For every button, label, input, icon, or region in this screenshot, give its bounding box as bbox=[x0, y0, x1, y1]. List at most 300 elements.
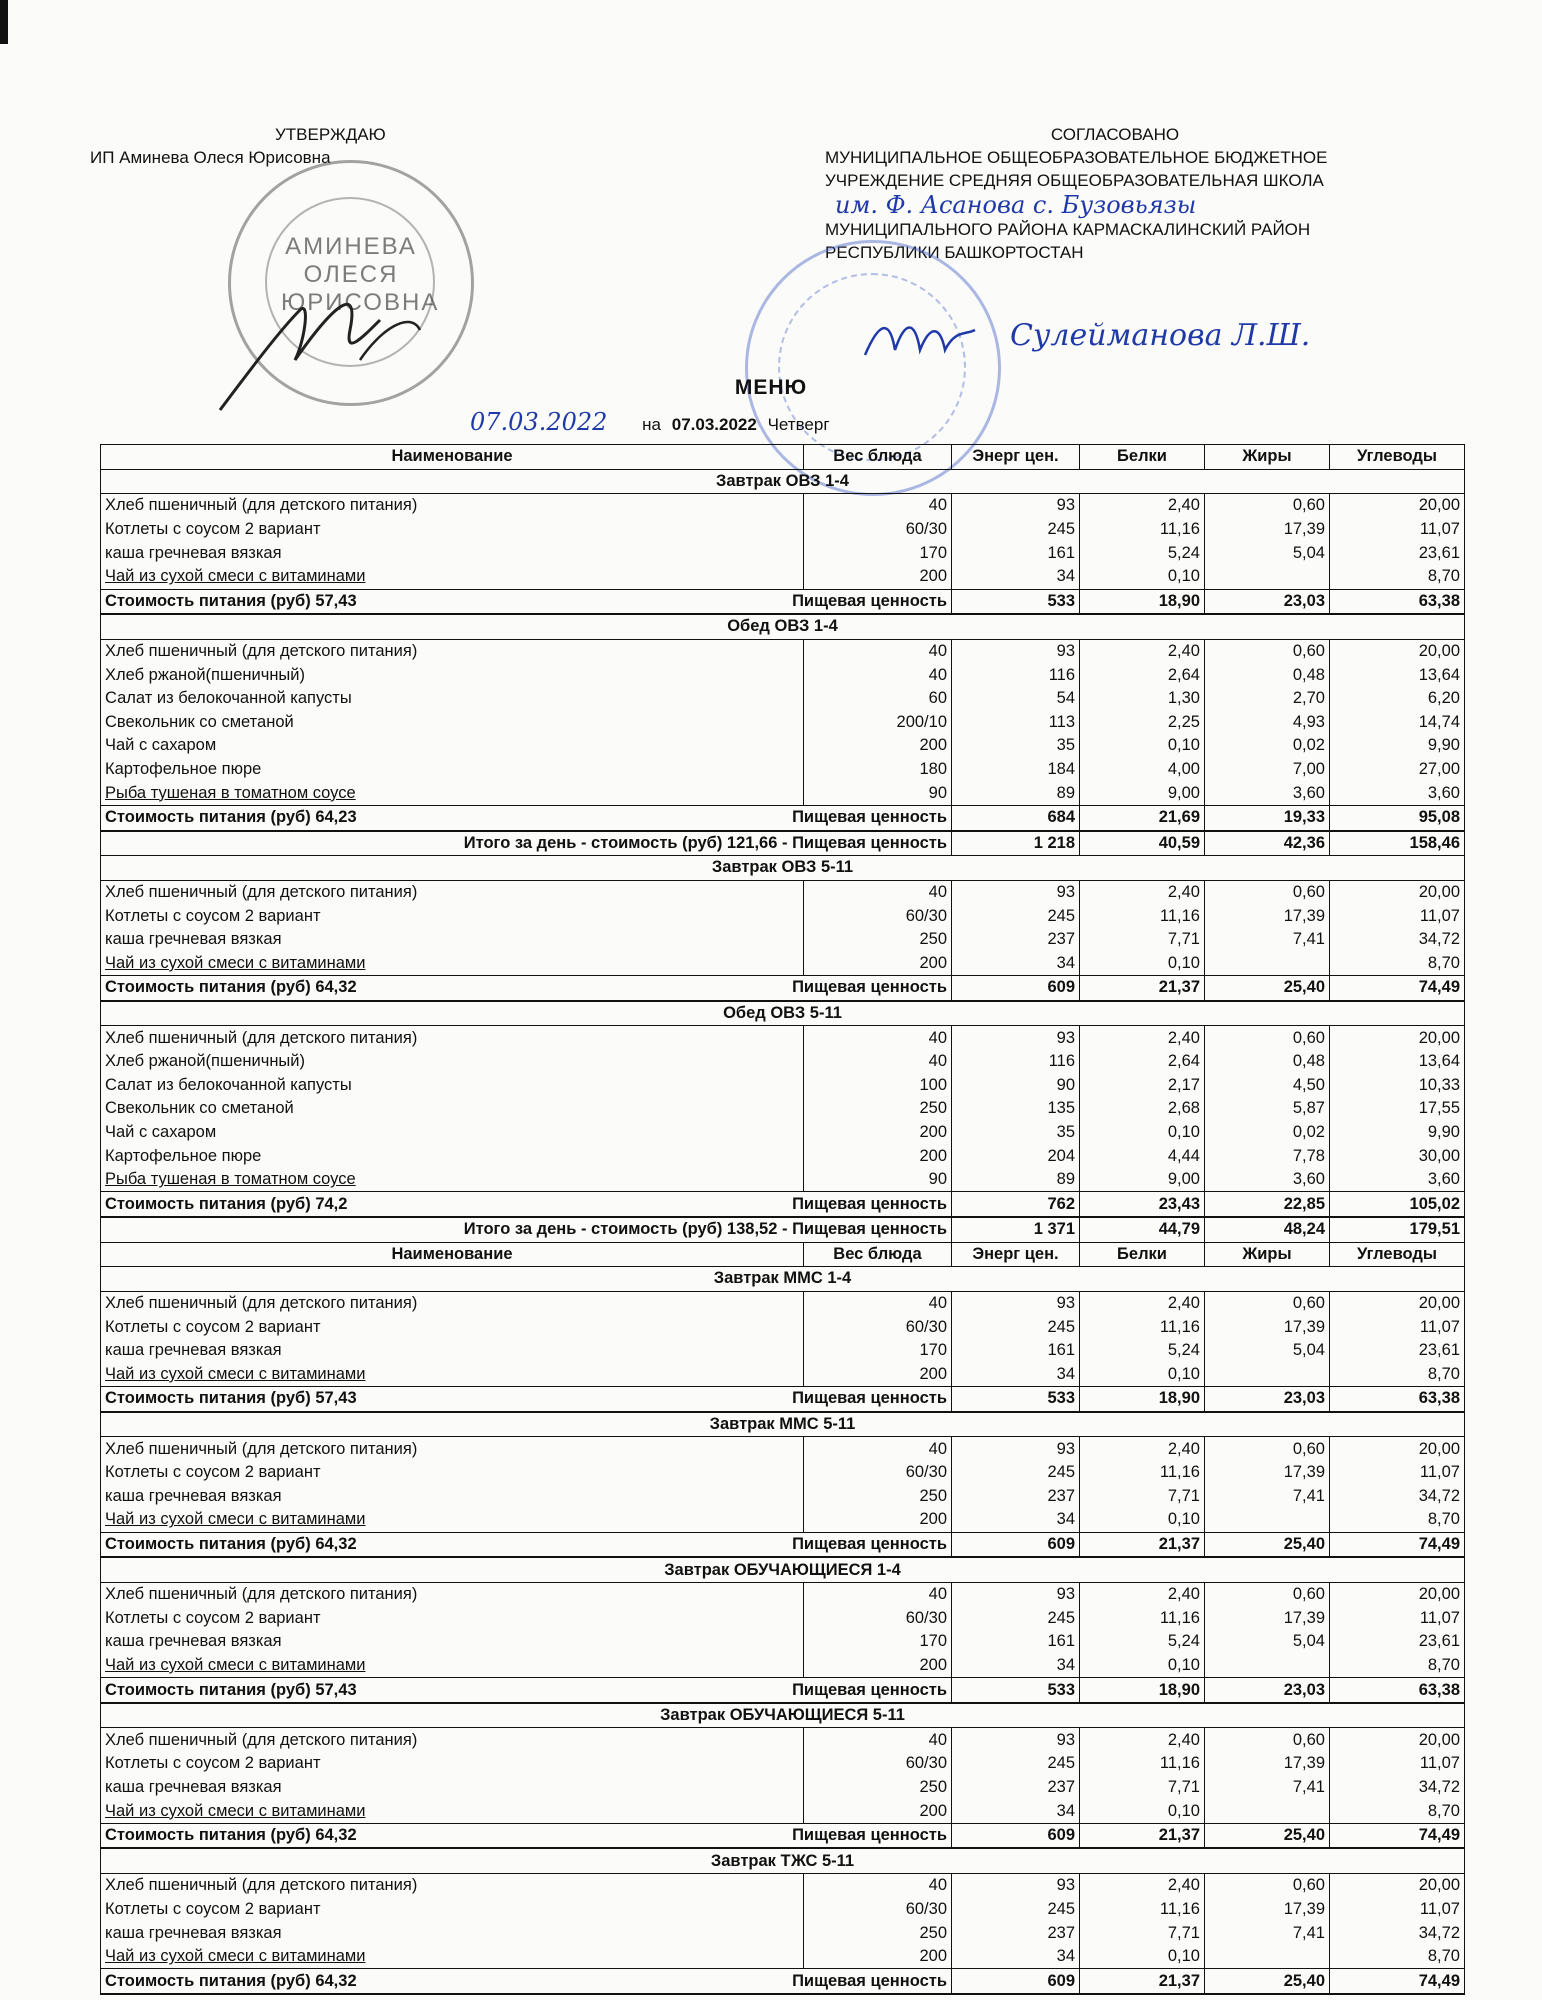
dish-value: 7,00 bbox=[1205, 758, 1330, 782]
dish-value: 250 bbox=[804, 1097, 952, 1121]
summary-value: 21,37 bbox=[1080, 1532, 1205, 1557]
column-header: Углеводы bbox=[1330, 1242, 1465, 1267]
dish-value: 0,10 bbox=[1080, 1799, 1205, 1823]
dish-value: 60/30 bbox=[804, 1607, 952, 1631]
summary-value: 63,38 bbox=[1330, 1678, 1465, 1703]
dish-value: 40 bbox=[804, 639, 952, 663]
summary-value: 105,02 bbox=[1330, 1192, 1465, 1217]
dish-name: Чай с сахаром bbox=[101, 1121, 804, 1145]
dish-value: 7,41 bbox=[1205, 1776, 1330, 1800]
dish-value: 11,07 bbox=[1330, 518, 1465, 542]
dish-value: 20,00 bbox=[1330, 1437, 1465, 1461]
dish-name: Хлеб пшеничный (для детского питания) bbox=[101, 1026, 804, 1050]
dish-value: 17,39 bbox=[1205, 518, 1330, 542]
dish-value: 23,61 bbox=[1330, 541, 1465, 565]
summary-label-cell bbox=[101, 1387, 952, 1412]
dish-value: 10,33 bbox=[1330, 1073, 1465, 1097]
dish-value: 116 bbox=[952, 663, 1080, 687]
dish-value: 8,70 bbox=[1330, 951, 1465, 975]
dish-value: 34,72 bbox=[1330, 1485, 1465, 1509]
dish-name: Котлеты с соусом 2 вариант bbox=[101, 1607, 804, 1631]
summary-label-cell bbox=[101, 1192, 952, 1217]
dish-value bbox=[1205, 1363, 1330, 1387]
dish-value: 2,40 bbox=[1080, 1437, 1205, 1461]
dish-value: 11,07 bbox=[1330, 1898, 1465, 1922]
agree-line-3: МУНИЦИПАЛЬНОГО РАЙОНА КАРМАСКАЛИНСКИЙ РАЙОН bbox=[825, 220, 1311, 239]
dish-name: Котлеты с соусом 2 вариант bbox=[101, 1898, 804, 1922]
summary-value: 23,43 bbox=[1080, 1192, 1205, 1217]
dish-name: каша гречневая вязкая bbox=[101, 1630, 804, 1654]
dish-value: 170 bbox=[804, 1339, 952, 1363]
dish-value: 4,50 bbox=[1205, 1073, 1330, 1097]
dish-value: 3,60 bbox=[1205, 781, 1330, 805]
day-total-value: 48,24 bbox=[1205, 1217, 1330, 1242]
dish-value: 11,16 bbox=[1080, 1315, 1205, 1339]
cost-label: Стоимость питания (руб) 57,43 bbox=[105, 1680, 357, 1699]
dish-value: 90 bbox=[952, 1073, 1080, 1097]
dish-value: 0,60 bbox=[1205, 1582, 1330, 1606]
dish-name: Котлеты с соусом 2 вариант bbox=[101, 904, 804, 928]
dish-value: 9,90 bbox=[1330, 734, 1465, 758]
dish-value: 5,04 bbox=[1205, 1339, 1330, 1363]
dish-name: Хлеб ржаной(пшеничный) bbox=[101, 1050, 804, 1074]
dish-value: 93 bbox=[952, 1437, 1080, 1461]
dish-value: 0,48 bbox=[1205, 1050, 1330, 1074]
dish-value: 200 bbox=[804, 1363, 952, 1387]
table-row bbox=[101, 565, 1465, 589]
nutrition-label: Пищевая ценность bbox=[792, 1194, 947, 1213]
dish-value: 135 bbox=[952, 1097, 1080, 1121]
table-row bbox=[101, 880, 1465, 904]
dish-value: 0,10 bbox=[1080, 734, 1205, 758]
table-row bbox=[101, 1144, 1465, 1168]
dish-value: 60/30 bbox=[804, 518, 952, 542]
menu-table bbox=[100, 444, 1465, 1995]
summary-value: 25,40 bbox=[1205, 1823, 1330, 1848]
table-row bbox=[101, 1752, 1465, 1776]
company-stamp-text: АМИНЕВА ОЛЕСЯ ЮРИСОВНА bbox=[281, 233, 440, 316]
agree-line-4: РЕСПУБЛИКИ БАШКОРТОСТАН bbox=[825, 243, 1084, 262]
dish-name: Чай с сахаром bbox=[101, 734, 804, 758]
dish-value: 2,68 bbox=[1080, 1097, 1205, 1121]
table-row bbox=[101, 1097, 1465, 1121]
dish-name: Рыба тушеная в томатном соусе bbox=[101, 781, 804, 805]
dish-value: 17,39 bbox=[1205, 1607, 1330, 1631]
summary-label-cell bbox=[101, 805, 952, 830]
dish-name: Хлеб пшеничный (для детского питания) bbox=[101, 1291, 804, 1315]
dish-value: 0,10 bbox=[1080, 1945, 1205, 1969]
dish-value: 2,40 bbox=[1080, 494, 1205, 518]
day-total-label: Итого за день - стоимость (руб) 121,66 - Пищевая ценность bbox=[101, 831, 952, 856]
dish-value bbox=[1205, 1654, 1330, 1678]
dish-value: 0,60 bbox=[1205, 1728, 1330, 1752]
dish-value: 5,87 bbox=[1205, 1097, 1330, 1121]
dish-value: 4,00 bbox=[1080, 758, 1205, 782]
dish-value: 116 bbox=[952, 1050, 1080, 1074]
table-row bbox=[101, 1168, 1465, 1192]
agree-title: СОГЛАСОВАНО bbox=[1050, 125, 1180, 144]
dish-value: 7,71 bbox=[1080, 1921, 1205, 1945]
section-row bbox=[101, 1703, 1465, 1728]
dish-name: Чай из сухой смеси с витаминами bbox=[101, 565, 804, 589]
summary-value: 25,40 bbox=[1205, 1532, 1330, 1557]
dish-name: каша гречневая вязкая bbox=[101, 541, 804, 565]
table-row bbox=[101, 1121, 1465, 1145]
dish-value: 9,00 bbox=[1080, 1168, 1205, 1192]
dish-value: 5,24 bbox=[1080, 1339, 1205, 1363]
table-row bbox=[101, 687, 1465, 711]
table-row bbox=[101, 663, 1465, 687]
cost-label: Стоимость питания (руб) 64,32 bbox=[105, 978, 357, 997]
dish-value: 100 bbox=[804, 1073, 952, 1097]
dish-value: 2,40 bbox=[1080, 1874, 1205, 1898]
dish-value: 184 bbox=[952, 758, 1080, 782]
dish-name: Хлеб пшеничный (для детского питания) bbox=[101, 1874, 804, 1898]
section-title: Завтрак ОБУЧАЮЩИЕСЯ 1-4 bbox=[101, 1557, 1465, 1582]
dish-name: каша гречневая вязкая bbox=[101, 1485, 804, 1509]
dish-value: 40 bbox=[804, 1050, 952, 1074]
dish-value: 4,44 bbox=[1080, 1144, 1205, 1168]
dish-value: 0,02 bbox=[1205, 1121, 1330, 1145]
dish-name: Хлеб пшеничный (для детского питания) bbox=[101, 494, 804, 518]
table-row bbox=[101, 1363, 1465, 1387]
dish-name: Чай из сухой смеси с витаминами bbox=[101, 1363, 804, 1387]
dish-value: 11,07 bbox=[1330, 904, 1465, 928]
dish-value: 2,40 bbox=[1080, 639, 1205, 663]
dish-value bbox=[1205, 1799, 1330, 1823]
table-row bbox=[101, 1921, 1465, 1945]
dish-value: 245 bbox=[952, 1461, 1080, 1485]
dish-value: 8,70 bbox=[1330, 565, 1465, 589]
dish-value: 11,16 bbox=[1080, 1898, 1205, 1922]
summary-row bbox=[101, 976, 1465, 1001]
summary-row bbox=[101, 1823, 1465, 1848]
dish-value: 40 bbox=[804, 1026, 952, 1050]
dish-value: 40 bbox=[804, 880, 952, 904]
dish-value: 7,41 bbox=[1205, 928, 1330, 952]
dish-value bbox=[1205, 951, 1330, 975]
dish-value: 0,60 bbox=[1205, 1026, 1330, 1050]
summary-row bbox=[101, 1532, 1465, 1557]
dish-value: 17,39 bbox=[1205, 1752, 1330, 1776]
dish-value: 89 bbox=[952, 1168, 1080, 1192]
dish-name: Свекольник со сметаной bbox=[101, 711, 804, 735]
dish-value: 13,64 bbox=[1330, 1050, 1465, 1074]
dish-value: 200 bbox=[804, 1508, 952, 1532]
dish-value: 200 bbox=[804, 1121, 952, 1145]
summary-row bbox=[101, 805, 1465, 830]
dish-name: Картофельное пюре bbox=[101, 1144, 804, 1168]
dish-value: 3,60 bbox=[1330, 781, 1465, 805]
table-row bbox=[101, 1728, 1465, 1752]
dish-value: 0,60 bbox=[1205, 1437, 1330, 1461]
table-row bbox=[101, 1945, 1465, 1969]
day-total-value: 1 371 bbox=[952, 1217, 1080, 1242]
nutrition-label: Пищевая ценность bbox=[792, 1971, 947, 1990]
dish-value: 40 bbox=[804, 1582, 952, 1606]
dish-value: 11,16 bbox=[1080, 1752, 1205, 1776]
section-title: Обед ОВЗ 1-4 bbox=[101, 614, 1465, 639]
dish-value: 200 bbox=[804, 1799, 952, 1823]
summary-value: 95,08 bbox=[1330, 805, 1465, 830]
table-header-row bbox=[101, 1242, 1465, 1267]
table-header-row bbox=[101, 445, 1465, 470]
dish-value: 93 bbox=[952, 1728, 1080, 1752]
summary-row bbox=[101, 589, 1465, 614]
dish-value: 0,10 bbox=[1080, 1363, 1205, 1387]
column-header: Жиры bbox=[1205, 1242, 1330, 1267]
dish-value: 2,70 bbox=[1205, 687, 1330, 711]
section-row bbox=[101, 856, 1465, 881]
table-row bbox=[101, 518, 1465, 542]
table-row bbox=[101, 1607, 1465, 1631]
section-row bbox=[101, 1557, 1465, 1582]
summary-value: 609 bbox=[952, 1823, 1080, 1848]
dish-value bbox=[1205, 565, 1330, 589]
table-row bbox=[101, 781, 1465, 805]
summary-value: 74,49 bbox=[1330, 1532, 1465, 1557]
table-row bbox=[101, 639, 1465, 663]
date-on-label: на bbox=[642, 415, 661, 434]
table-row bbox=[101, 1291, 1465, 1315]
dish-value: 60/30 bbox=[804, 904, 952, 928]
dish-value: 93 bbox=[952, 1291, 1080, 1315]
dish-name: Чай из сухой смеси с витаминами bbox=[101, 1799, 804, 1823]
table-row bbox=[101, 1315, 1465, 1339]
dish-value: 11,07 bbox=[1330, 1607, 1465, 1631]
section-row bbox=[101, 614, 1465, 639]
nutrition-label: Пищевая ценность bbox=[792, 1826, 947, 1845]
dish-value: 34,72 bbox=[1330, 1776, 1465, 1800]
dish-value: 34 bbox=[952, 565, 1080, 589]
summary-value: 609 bbox=[952, 1969, 1080, 1994]
nutrition-label: Пищевая ценность bbox=[792, 1389, 947, 1408]
summary-value: 21,37 bbox=[1080, 1969, 1205, 1994]
table-row bbox=[101, 1582, 1465, 1606]
summary-label-cell bbox=[101, 1532, 952, 1557]
dish-value: 93 bbox=[952, 639, 1080, 663]
summary-value: 25,40 bbox=[1205, 1969, 1330, 1994]
section-title: Завтрак ТЖС 5-11 bbox=[101, 1848, 1465, 1873]
dish-value: 7,41 bbox=[1205, 1485, 1330, 1509]
dish-value: 34,72 bbox=[1330, 1921, 1465, 1945]
dish-name: Картофельное пюре bbox=[101, 758, 804, 782]
approve-title: УТВЕРЖДАЮ bbox=[275, 125, 386, 144]
cost-label: Стоимость питания (руб) 64,23 bbox=[105, 808, 357, 827]
dish-value: 237 bbox=[952, 1776, 1080, 1800]
dish-name: Хлеб пшеничный (для детского питания) bbox=[101, 1728, 804, 1752]
nutrition-label: Пищевая ценность bbox=[792, 591, 947, 610]
dish-value: 200 bbox=[804, 1654, 952, 1678]
dish-value: 34 bbox=[952, 1945, 1080, 1969]
cost-label: Стоимость питания (руб) 64,32 bbox=[105, 1826, 357, 1845]
day-total-value: 40,59 bbox=[1080, 831, 1205, 856]
dish-value: 245 bbox=[952, 518, 1080, 542]
dish-value: 237 bbox=[952, 1921, 1080, 1945]
dish-value: 30,00 bbox=[1330, 1144, 1465, 1168]
dish-value: 250 bbox=[804, 1776, 952, 1800]
column-header: Наименование bbox=[101, 1242, 804, 1267]
dish-value: 8,70 bbox=[1330, 1799, 1465, 1823]
dish-value: 245 bbox=[952, 1607, 1080, 1631]
table-row bbox=[101, 494, 1465, 518]
dish-value: 7,41 bbox=[1205, 1921, 1330, 1945]
dish-value: 245 bbox=[952, 1315, 1080, 1339]
dish-value: 0,60 bbox=[1205, 494, 1330, 518]
cost-label: Стоимость питания (руб) 64,32 bbox=[105, 1535, 357, 1554]
table-row bbox=[101, 1026, 1465, 1050]
summary-row bbox=[101, 1969, 1465, 1994]
dish-name: Котлеты с соусом 2 вариант bbox=[101, 1461, 804, 1485]
nutrition-label: Пищевая ценность bbox=[792, 1680, 947, 1699]
dish-value: 11,16 bbox=[1080, 1461, 1205, 1485]
dish-value: 17,55 bbox=[1330, 1097, 1465, 1121]
section-title: Обед ОВЗ 5-11 bbox=[101, 1001, 1465, 1026]
dish-value: 7,71 bbox=[1080, 1485, 1205, 1509]
dish-value: 161 bbox=[952, 1630, 1080, 1654]
agree-block bbox=[825, 123, 1405, 264]
table-row bbox=[101, 1461, 1465, 1485]
summary-row bbox=[101, 1387, 1465, 1412]
dish-value: 7,71 bbox=[1080, 928, 1205, 952]
dish-name: Салат из белокочанной капусты bbox=[101, 687, 804, 711]
dish-value: 9,90 bbox=[1330, 1121, 1465, 1145]
dish-value: 20,00 bbox=[1330, 1026, 1465, 1050]
dish-value: 161 bbox=[952, 1339, 1080, 1363]
table-row bbox=[101, 1050, 1465, 1074]
summary-value: 533 bbox=[952, 589, 1080, 614]
column-header: Энерг цен. bbox=[952, 1242, 1080, 1267]
summary-value: 18,90 bbox=[1080, 589, 1205, 614]
dish-value: 4,93 bbox=[1205, 711, 1330, 735]
dish-value: 170 bbox=[804, 1630, 952, 1654]
dish-name: Котлеты с соусом 2 вариант bbox=[101, 1315, 804, 1339]
dish-value: 161 bbox=[952, 541, 1080, 565]
table-row bbox=[101, 951, 1465, 975]
table-row bbox=[101, 1654, 1465, 1678]
dish-value: 250 bbox=[804, 1921, 952, 1945]
nutrition-label: Пищевая ценность bbox=[792, 808, 947, 827]
dish-value: 34 bbox=[952, 1654, 1080, 1678]
dish-value: 90 bbox=[804, 1168, 952, 1192]
table-row bbox=[101, 1437, 1465, 1461]
summary-value: 533 bbox=[952, 1678, 1080, 1703]
dish-value: 237 bbox=[952, 928, 1080, 952]
agree-handwritten-school: им. Ф. Асанова с. Бузовьязы bbox=[835, 191, 1197, 219]
dish-value: 5,04 bbox=[1205, 541, 1330, 565]
column-header: Углеводы bbox=[1330, 445, 1465, 470]
table-row bbox=[101, 904, 1465, 928]
dish-name: Чай из сухой смеси с витаминами bbox=[101, 1508, 804, 1532]
cost-label: Стоимость питания (руб) 57,43 bbox=[105, 591, 357, 610]
section-title: Завтрак ОБУЧАЮЩИЕСЯ 5-11 bbox=[101, 1703, 1465, 1728]
summary-value: 18,90 bbox=[1080, 1678, 1205, 1703]
section-title: Завтрак ММС 5-11 bbox=[101, 1412, 1465, 1437]
date-handwritten: 07.03.2022 bbox=[470, 408, 608, 436]
summary-value: 23,03 bbox=[1205, 1678, 1330, 1703]
dish-value: 20,00 bbox=[1330, 639, 1465, 663]
dish-value: 0,60 bbox=[1205, 639, 1330, 663]
dish-name: Рыба тушеная в томатном соусе bbox=[101, 1168, 804, 1192]
summary-label-cell bbox=[101, 589, 952, 614]
dish-value: 20,00 bbox=[1330, 494, 1465, 518]
dish-value: 0,60 bbox=[1205, 1874, 1330, 1898]
dish-name: Хлеб пшеничный (для детского питания) bbox=[101, 1437, 804, 1461]
dish-value: 0,10 bbox=[1080, 951, 1205, 975]
dish-value: 11,16 bbox=[1080, 1607, 1205, 1631]
summary-row bbox=[101, 1192, 1465, 1217]
dish-value: 20,00 bbox=[1330, 1874, 1465, 1898]
dish-value: 14,74 bbox=[1330, 711, 1465, 735]
section-title: Завтрак ОВЗ 1-4 bbox=[101, 469, 1465, 494]
day-total-row bbox=[101, 1217, 1465, 1242]
agree-line-2: УЧРЕЖДЕНИЕ СРЕДНЯЯ ОБЩЕОБРАЗОВАТЕЛЬНАЯ ШКОЛА bbox=[825, 171, 1324, 190]
dish-name: Салат из белокочанной капусты bbox=[101, 1073, 804, 1097]
summary-label-cell bbox=[101, 1823, 952, 1848]
dish-value: 40 bbox=[804, 1874, 952, 1898]
dish-value: 60/30 bbox=[804, 1898, 952, 1922]
summary-value: 63,38 bbox=[1330, 589, 1465, 614]
dish-value: 0,48 bbox=[1205, 663, 1330, 687]
dish-value: 200 bbox=[804, 1144, 952, 1168]
summary-value: 74,49 bbox=[1330, 976, 1465, 1001]
table-row bbox=[101, 1485, 1465, 1509]
dish-value: 0,10 bbox=[1080, 1121, 1205, 1145]
summary-value: 18,90 bbox=[1080, 1387, 1205, 1412]
summary-value: 22,85 bbox=[1205, 1192, 1330, 1217]
dish-value: 20,00 bbox=[1330, 1582, 1465, 1606]
dish-value: 200 bbox=[804, 1945, 952, 1969]
dish-value: 2,64 bbox=[1080, 663, 1205, 687]
dish-value: 2,40 bbox=[1080, 1291, 1205, 1315]
column-header: Наименование bbox=[101, 445, 804, 470]
dish-name: каша гречневая вязкая bbox=[101, 1339, 804, 1363]
dish-value: 0,02 bbox=[1205, 734, 1330, 758]
summary-value: 609 bbox=[952, 1532, 1080, 1557]
dish-value: 2,40 bbox=[1080, 1728, 1205, 1752]
cost-label: Стоимость питания (руб) 74,2 bbox=[105, 1194, 348, 1213]
dish-value: 34 bbox=[952, 1799, 1080, 1823]
dish-value: 2,25 bbox=[1080, 711, 1205, 735]
dish-value: 7,71 bbox=[1080, 1776, 1205, 1800]
dish-value: 204 bbox=[952, 1144, 1080, 1168]
dish-value: 170 bbox=[804, 541, 952, 565]
column-header: Энерг цен. bbox=[952, 445, 1080, 470]
dish-value: 17,39 bbox=[1205, 1898, 1330, 1922]
dish-value: 60/30 bbox=[804, 1752, 952, 1776]
dish-value: 17,39 bbox=[1205, 904, 1330, 928]
dish-value: 0,60 bbox=[1205, 1291, 1330, 1315]
dish-value: 23,61 bbox=[1330, 1630, 1465, 1654]
day-total-value: 44,79 bbox=[1080, 1217, 1205, 1242]
section-row bbox=[101, 1412, 1465, 1437]
dish-value: 13,64 bbox=[1330, 663, 1465, 687]
dish-value: 200 bbox=[804, 565, 952, 589]
dish-name: Чай из сухой смеси с витаминами bbox=[101, 1945, 804, 1969]
dish-name: Котлеты с соусом 2 вариант bbox=[101, 1752, 804, 1776]
dish-value: 2,40 bbox=[1080, 1026, 1205, 1050]
dish-value: 20,00 bbox=[1330, 1291, 1465, 1315]
dish-value: 20,00 bbox=[1330, 880, 1465, 904]
dish-value: 60/30 bbox=[804, 1461, 952, 1485]
dish-value: 180 bbox=[804, 758, 952, 782]
dish-name: Хлеб ржаной(пшеничный) bbox=[101, 663, 804, 687]
dish-value: 245 bbox=[952, 1898, 1080, 1922]
page-title: МЕНЮ bbox=[734, 376, 808, 399]
column-header: Жиры bbox=[1205, 445, 1330, 470]
dish-value: 89 bbox=[952, 781, 1080, 805]
approve-line: ИП Аминева Олеся Юрисовна bbox=[90, 148, 331, 167]
